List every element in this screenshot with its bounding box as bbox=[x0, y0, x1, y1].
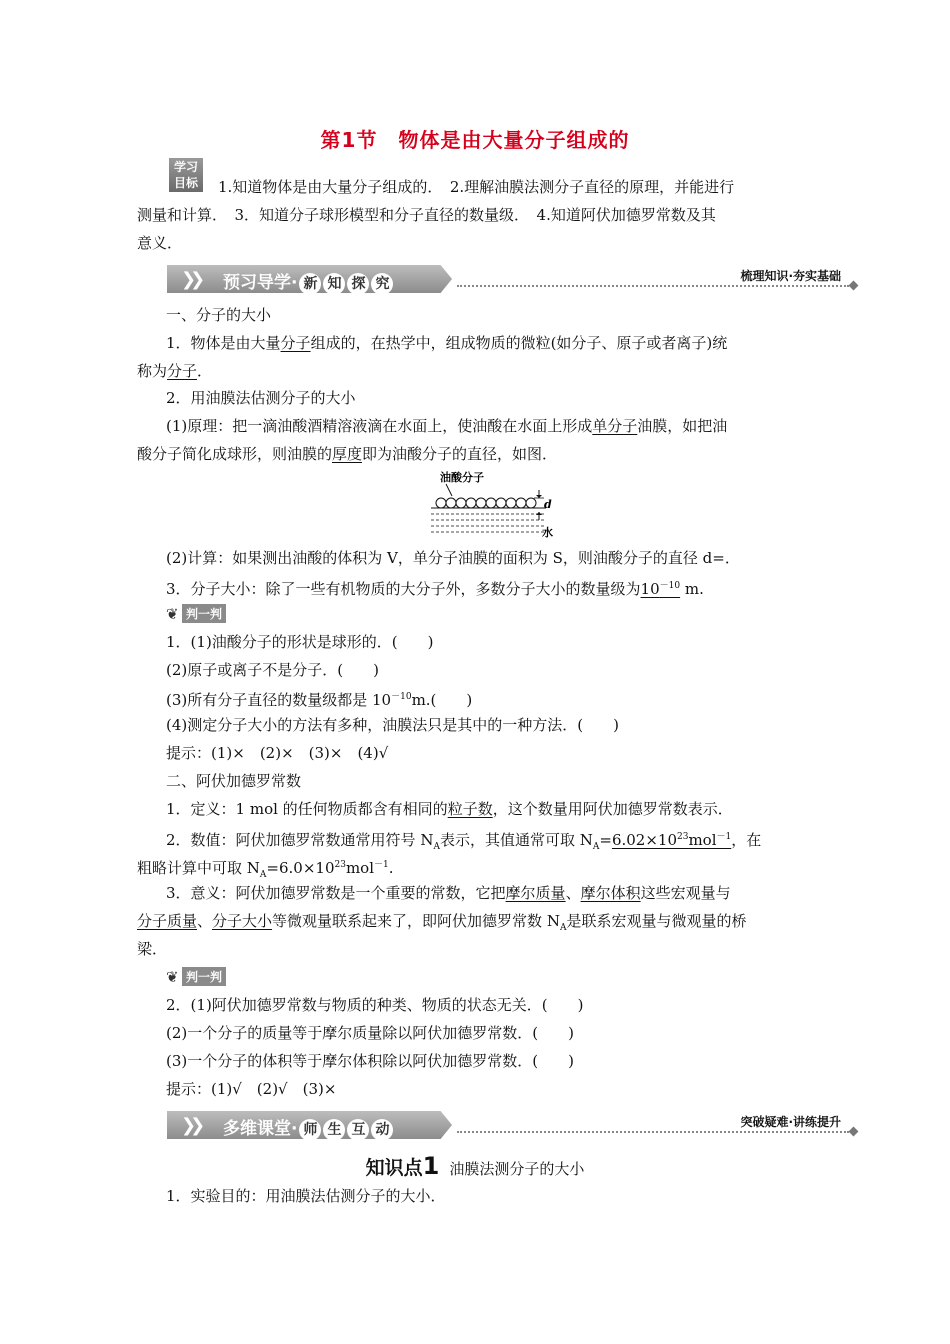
judge-label-1 bbox=[166, 604, 226, 622]
question: (2)原子或离子不是分子．( ) bbox=[166, 661, 379, 679]
molecule bbox=[496, 498, 506, 508]
fig-label: 油酸分子 bbox=[440, 471, 484, 484]
objectives-line-1: 1.知道物体是由大量分子组成的． 2.理解油膜法测分子直径的原理，并能进行 bbox=[218, 178, 735, 196]
text: m.( ) bbox=[411, 691, 473, 709]
question: 2．(1)阿伏加德罗常数与物质的种类、物质的状态无关．( ) bbox=[166, 996, 584, 1014]
banner-subtitle: 突破疑难·讲练提升 bbox=[736, 1113, 841, 1130]
molecule bbox=[516, 498, 526, 508]
banner-subtitle: 梳理知识·夯实基础 bbox=[736, 267, 841, 284]
banner-dot: · bbox=[291, 273, 298, 293]
answer-underline bbox=[641, 580, 681, 598]
text: 油膜，如把油 bbox=[637, 417, 728, 435]
molecule bbox=[476, 498, 486, 508]
text: ，在 bbox=[731, 831, 762, 849]
text: = bbox=[599, 831, 612, 849]
text: 3．分子大小：除了一些有机物质的大分子外，多数分子大小的数量级为 bbox=[166, 580, 641, 598]
text: 即为油酸分子的直径，如图． bbox=[362, 445, 558, 463]
paragraph-line bbox=[166, 576, 846, 599]
text: 1．定义：1 mol 的任何物质都含有相同的 bbox=[166, 800, 448, 818]
paragraph-line: (2)计算：如果测出油酸的体积为 V，单分子油膜的面积为 S，则油酸分子的直径 d=． bbox=[166, 549, 740, 567]
banner-char: 新 bbox=[299, 273, 321, 295]
badge-line-1: 学习 bbox=[173, 160, 198, 174]
paragraph-line: 2．用油膜法估测分子的大小 bbox=[166, 389, 356, 407]
paragraph-line bbox=[166, 799, 846, 819]
pointer-line bbox=[446, 484, 452, 496]
paragraph-line bbox=[137, 361, 817, 381]
text: 3．意义：阿伏加德罗常数是一个重要的常数，它把 bbox=[166, 884, 506, 902]
molecule bbox=[486, 498, 496, 508]
molecule bbox=[526, 498, 536, 508]
paragraph-line bbox=[137, 911, 817, 938]
text: 等微观量联系起来了，即阿伏加德罗常数 N bbox=[272, 912, 560, 930]
exponent: －1 bbox=[374, 860, 389, 870]
text: 这些宏观量与 bbox=[640, 884, 731, 902]
kp-label: 知识点 bbox=[365, 1157, 423, 1179]
exponent: 23 bbox=[334, 860, 346, 870]
diamond-icon bbox=[849, 281, 859, 291]
answer-underline: 分子 bbox=[167, 362, 198, 380]
banner-dotted-line bbox=[457, 285, 849, 287]
water-lines bbox=[431, 514, 546, 532]
banner-title bbox=[223, 1114, 393, 1141]
paragraph-line bbox=[137, 444, 817, 464]
answer-underline: 粒子数 bbox=[447, 800, 493, 818]
text: 表示，其值通常可取 N bbox=[439, 831, 593, 849]
judge-text: 判一判 bbox=[182, 967, 226, 986]
question: (2)一个分子的质量等于摩尔质量除以阿伏加德罗常数．( ) bbox=[166, 1024, 574, 1042]
fig-water: 水 bbox=[542, 526, 553, 539]
text: 10 bbox=[640, 580, 660, 598]
paragraph-line: 1．实验目的：用油膜法估测分子的大小． bbox=[166, 1187, 446, 1205]
badge-line-2: 目标 bbox=[173, 176, 198, 190]
section-heading: 一、分子的大小 bbox=[166, 306, 272, 324]
molecule bbox=[456, 498, 466, 508]
answer-underline: 分子质量 bbox=[137, 912, 198, 930]
question bbox=[166, 687, 846, 710]
judge-label-2 bbox=[166, 967, 226, 985]
objectives-line-2: 测量和计算． 3．知道分子球形模型和分子直径的数量级． 4.知道阿伏加德罗常数及其 bbox=[137, 206, 716, 224]
question: 1．(1)油酸分子的形状是球形的．( ) bbox=[166, 633, 434, 651]
objectives-line-3: 意义． bbox=[137, 234, 183, 252]
text: 称为 bbox=[137, 362, 168, 380]
molecule bbox=[466, 498, 476, 508]
banner-title-text: 多维课堂 bbox=[223, 1119, 291, 1139]
answer-underline: 厚度 bbox=[332, 445, 363, 463]
oil-film-diagram bbox=[426, 470, 566, 542]
molecule-row bbox=[436, 498, 536, 508]
text: 组成的，在热学中，组成物质的微粒(如分子、原子或者离子)统 bbox=[310, 334, 728, 352]
exponent: －10 bbox=[659, 581, 681, 591]
text: mol bbox=[688, 831, 717, 849]
exponent: －10 bbox=[391, 692, 412, 702]
question: (3)一个分子的体积等于摩尔体积除以阿伏加德罗常数．( ) bbox=[166, 1052, 574, 1070]
molecule bbox=[436, 498, 446, 508]
text: (1)原理：把一滴油酸酒精溶液滴在水面上，使油酸在水面上形成 bbox=[166, 417, 593, 435]
knowledge-point-heading bbox=[0, 1152, 950, 1180]
banner-dotted-line bbox=[457, 1131, 849, 1133]
text: ． bbox=[197, 362, 213, 380]
text: 粗略计算中可取 N bbox=[137, 859, 260, 877]
chevron-icon: ❯❯ bbox=[181, 269, 200, 290]
section-heading: 二、阿伏加德罗常数 bbox=[166, 772, 302, 790]
text: 6.02×10 bbox=[611, 831, 677, 849]
paragraph-line bbox=[137, 855, 817, 885]
diamond-icon bbox=[849, 1127, 859, 1137]
text: 、 bbox=[197, 912, 213, 930]
answer-underline bbox=[612, 831, 731, 849]
leaf-icon: ❦ bbox=[166, 967, 179, 986]
answer-underline: 摩尔质量 bbox=[505, 884, 566, 902]
subscript: A bbox=[592, 842, 600, 852]
exponent: 23 bbox=[677, 832, 689, 842]
banner-char: 动 bbox=[371, 1119, 393, 1141]
arrow-head bbox=[536, 495, 542, 498]
text: 2．数值：阿伏加德罗常数通常用符号 N bbox=[166, 831, 434, 849]
text: 、 bbox=[565, 884, 581, 902]
paragraph-line bbox=[166, 827, 846, 857]
banner-char: 互 bbox=[347, 1119, 369, 1141]
objectives-badge bbox=[169, 158, 203, 192]
molecule bbox=[506, 498, 516, 508]
paragraph-line: 梁． bbox=[137, 940, 168, 958]
banner-title-text: 预习导学 bbox=[223, 273, 291, 293]
kp-title: 油膜法测分子的大小 bbox=[449, 1160, 585, 1178]
hint: 提示：(1)√ (2)√ (3)× bbox=[166, 1080, 337, 1098]
paragraph-line bbox=[166, 416, 846, 436]
answer-underline: 分子 bbox=[280, 334, 311, 352]
section-banner-classroom bbox=[167, 1111, 857, 1139]
answer-underline: 单分子 bbox=[592, 417, 638, 435]
text: 1．物体是由大量 bbox=[166, 334, 281, 352]
banner-char: 生 bbox=[323, 1119, 345, 1141]
text: ，这个数量用阿伏加德罗常数表示． bbox=[492, 800, 733, 818]
banner-title bbox=[223, 268, 393, 295]
subscript: A bbox=[433, 842, 440, 852]
exponent: －1 bbox=[716, 832, 732, 842]
text: 是联系宏观量与微观量的桥 bbox=[566, 912, 747, 930]
banner-char: 师 bbox=[299, 1119, 321, 1141]
text: mol bbox=[345, 859, 375, 877]
page-title: 第1节 物体是由大量分子组成的 bbox=[320, 128, 630, 152]
text: . bbox=[388, 859, 394, 877]
subscript: A bbox=[259, 870, 267, 880]
fig-d: d bbox=[544, 498, 552, 511]
text: m. bbox=[680, 580, 704, 598]
paragraph-line bbox=[166, 883, 846, 903]
answer-underline: 分子大小 bbox=[212, 912, 273, 930]
banner-dot: · bbox=[291, 1119, 298, 1139]
banner-char: 知 bbox=[323, 273, 345, 295]
paragraph-line bbox=[166, 333, 846, 353]
chevron-icon: ❯❯ bbox=[181, 1115, 200, 1136]
hint: 提示：(1)× (2)× (3)× (4)√ bbox=[166, 744, 389, 762]
molecule bbox=[446, 498, 456, 508]
section-banner-preview bbox=[167, 265, 857, 293]
banner-char: 究 bbox=[371, 273, 393, 295]
answer-underline: 摩尔体积 bbox=[580, 884, 641, 902]
question: (4)测定分子大小的方法有多种，油膜法只是其中的一种方法．( ) bbox=[166, 716, 619, 734]
arrow-head bbox=[536, 512, 542, 515]
judge-text: 判一判 bbox=[182, 604, 226, 623]
text: 酸分子简化成球形，则油膜的 bbox=[137, 445, 333, 463]
kp-number: 1 bbox=[422, 1152, 440, 1180]
text: =6.0×10 bbox=[266, 859, 335, 877]
banner-char: 探 bbox=[347, 273, 369, 295]
text: (3)所有分子直径的数量级都是 10 bbox=[166, 691, 392, 709]
leaf-icon: ❦ bbox=[166, 604, 179, 623]
subscript: A bbox=[559, 923, 567, 933]
